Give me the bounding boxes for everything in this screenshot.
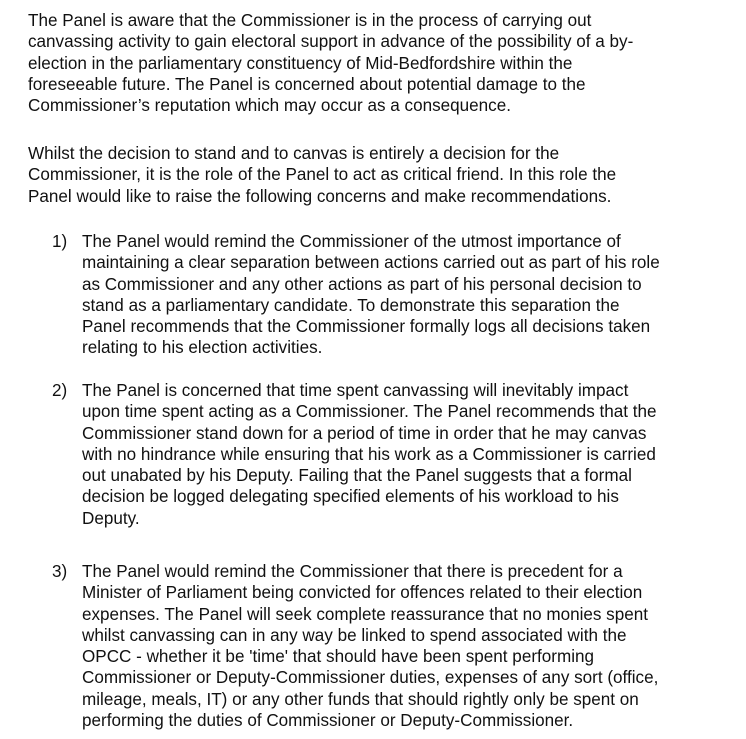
- text-line: The Panel is aware that the Commissioner is in the process of carrying out: [28, 11, 592, 30]
- text-line: The Panel would remind the Commissioner that there is precedent for a: [82, 562, 623, 581]
- list-item-text: [82, 380, 728, 529]
- text-line: as Commissioner and any other actions as part of his personal decision to: [82, 274, 642, 294]
- text-line: stand as a parliamentary candidate. To demonstrate this separation the: [82, 295, 620, 315]
- text-line: relating to his election activities.: [82, 338, 323, 358]
- text-line: OPCC - whether it be 'time' that should have been spent performing: [82, 647, 595, 667]
- text-line: upon time spent acting as a Commissioner. The Panel recommends that the: [82, 402, 657, 422]
- text-line: out unabated by his Deputy. Failing that the Panel suggests that a formal: [82, 466, 632, 486]
- list-item-number: 3): [52, 562, 68, 581]
- text-line: Commissioner, it is the role of the Panel to act as critical friend. In this role the: [28, 165, 617, 185]
- text-line: whilst canvassing can in any way be linked to spend associated with the: [82, 625, 627, 645]
- text-line: The Panel is concerned that time spent canvassing will inevitably impact: [82, 381, 629, 400]
- text-line: Commissioner stand down for a period of time in order that he may canvas: [82, 423, 647, 443]
- text-line: Whilst the decision to stand and to canvas is entirely a decision for the: [28, 144, 560, 163]
- text-line: performing the duties of Commissioner or Deputy-Commissioner.: [82, 711, 574, 731]
- text-line: mileage, meals, IT) or any other funds that should rightly only be spent on: [82, 689, 639, 709]
- text-line: Commissioner or Deputy-Commissioner duties, expenses of any sort (office,: [82, 668, 659, 688]
- list-item-number: 2): [52, 381, 68, 400]
- text-line: canvassing activity to gain electoral support in advance of the possibility of a by-: [28, 32, 634, 52]
- text-line: Panel would like to raise the following concerns and make recommendations.: [28, 186, 612, 206]
- list-item-1: [52, 231, 728, 359]
- role-paragraph: [28, 143, 728, 207]
- list-item-text: [82, 561, 728, 731]
- list-item-3: [52, 561, 728, 731]
- text-line: Minister of Parliament being convicted for offences related to their election: [82, 583, 643, 603]
- list-item-2: [52, 380, 728, 529]
- text-line: Commissioner’s reputation which may occur as a consequence.: [28, 96, 511, 116]
- list-item-text: [82, 231, 728, 359]
- text-line: election in the parliamentary constituency of Mid-Bedfordshire within the: [28, 53, 573, 73]
- text-line: foreseeable future. The Panel is concerned about potential damage to the: [28, 74, 586, 94]
- list-item-number: 1): [52, 232, 68, 251]
- text-line: The Panel would remind the Commissioner of the utmost importance of: [82, 232, 621, 251]
- intro-paragraph: [28, 10, 728, 116]
- text-line: maintaining a clear separation between actions carried out as part of his role: [82, 253, 660, 273]
- text-line: expenses. The Panel will seek complete reassurance that no monies spent: [82, 604, 648, 624]
- text-line: with no hindrance while ensuring that his work as a Commissioner is carried: [82, 444, 656, 464]
- text-line: Panel recommends that the Commissioner formally logs all decisions taken: [82, 317, 651, 337]
- text-line: Deputy.: [82, 508, 140, 528]
- text-line: decision be logged delegating specified elements of his workload to his: [82, 487, 619, 507]
